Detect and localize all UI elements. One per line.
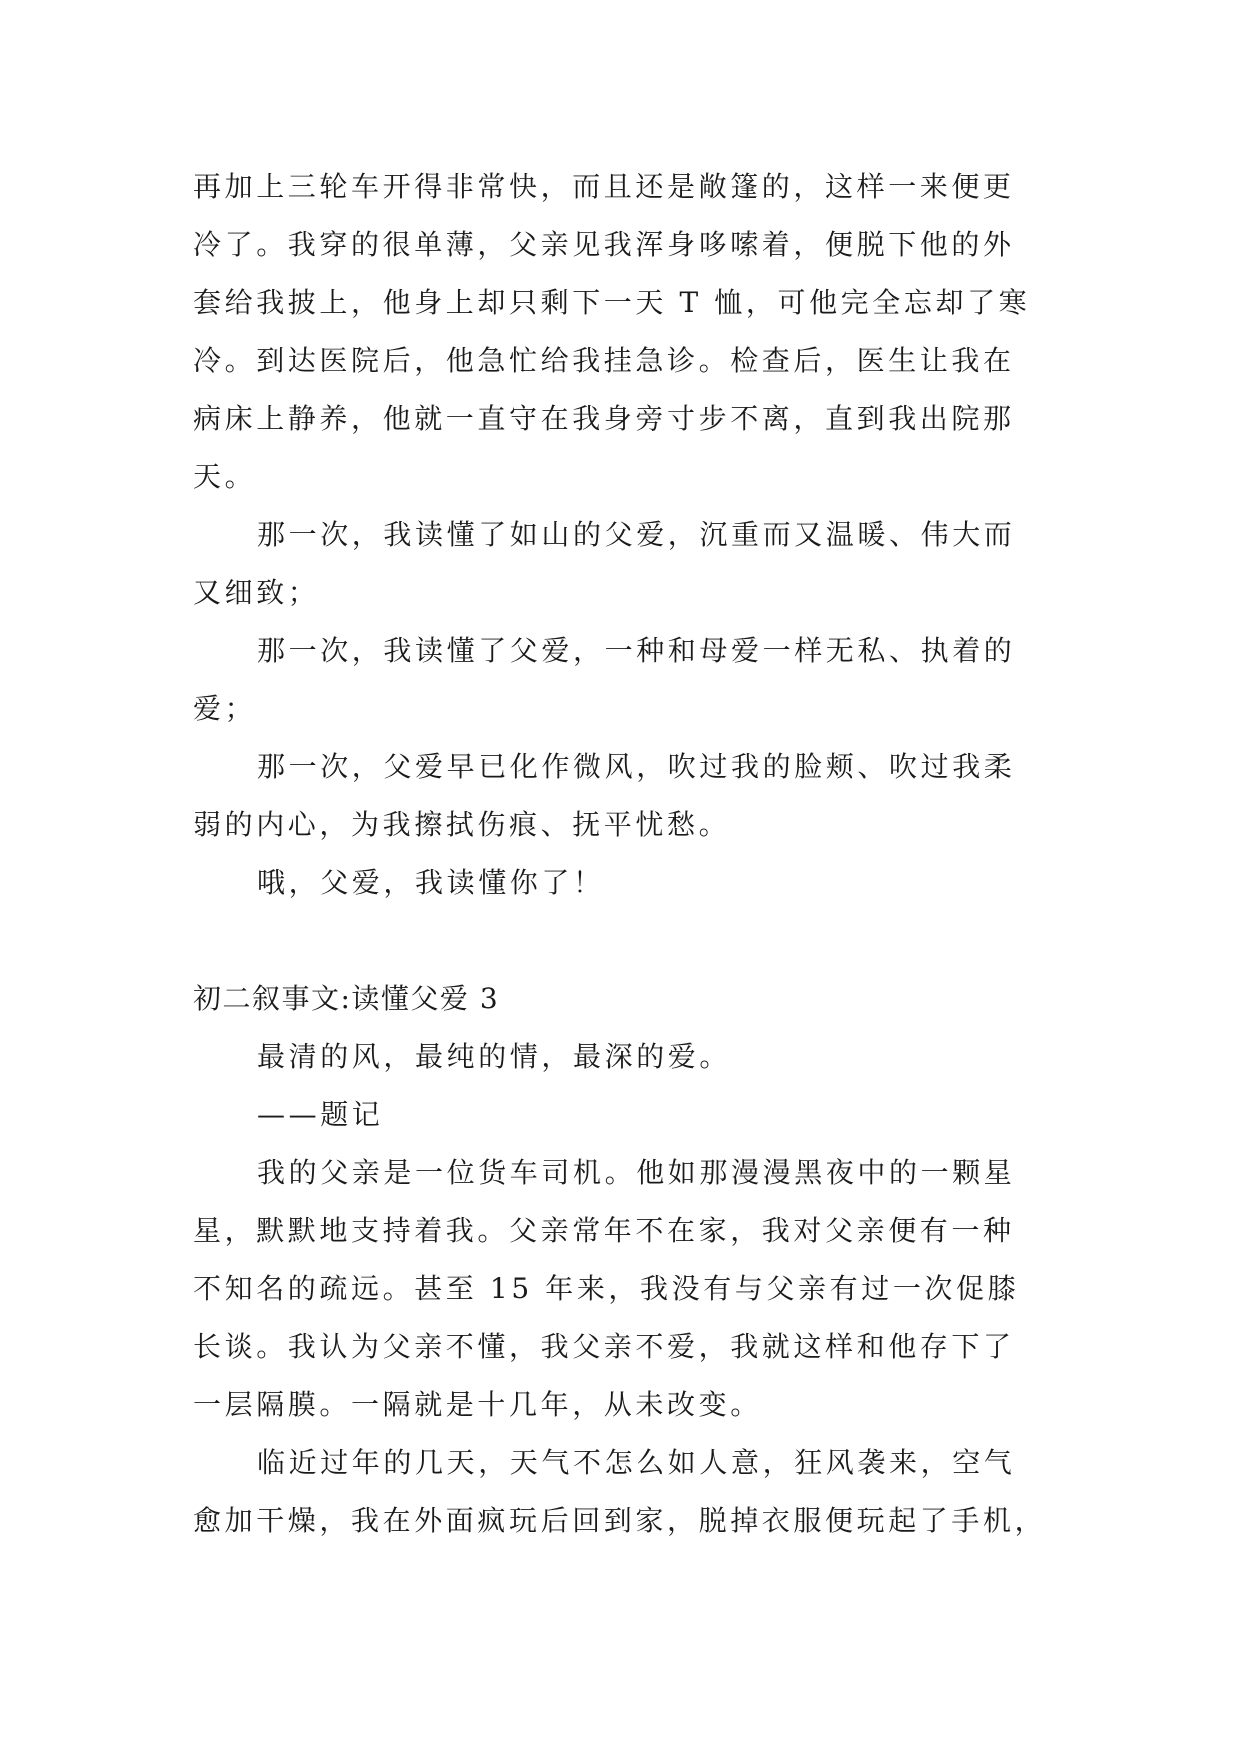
paragraph-father-driver bbox=[193, 1144, 1053, 1434]
text-line: 哦，父爱，我读懂你了！ bbox=[257, 866, 605, 899]
paragraph-that-time-3 bbox=[193, 738, 1053, 854]
text-line: 不知名的疏远。甚至 15 年来，我没有与父亲有过一次促膝 bbox=[193, 1272, 1020, 1305]
text-line: 星，默默地支持着我。父亲常年不在家，我对父亲便有一种 bbox=[193, 1214, 1015, 1247]
epigraph-text: 最清的风，最纯的情，最深的爱。 bbox=[257, 1040, 732, 1073]
text-line: 临近过年的几天，天气不怎么如人意，狂风袭来，空气 bbox=[257, 1446, 1016, 1479]
paragraph-continuation bbox=[193, 158, 1053, 506]
text-line: 冷。到达医院后，他急忙给我挂急诊。检查后，医生让我在 bbox=[193, 344, 1015, 377]
paragraph-that-time-1 bbox=[193, 506, 1053, 622]
text-line: 那一次，我读懂了父爱，一种和母爱一样无私、执着的 bbox=[257, 634, 1016, 667]
text-line: 冷了。我穿的很单薄，父亲见我浑身哆嗦着，便脱下他的外 bbox=[193, 228, 1015, 261]
text-line: 一层隔膜。一隔就是十几年，从未改变。 bbox=[193, 1388, 762, 1421]
document-body bbox=[193, 158, 1053, 1550]
section-title: 初二叙事文:读懂父爱 3 bbox=[193, 982, 500, 1015]
paragraph-exclamation bbox=[193, 854, 1053, 912]
text-line: 套给我披上，他身上却只剩下一天 T 恤，可他完全忘却了寒 bbox=[193, 286, 1031, 319]
text-line: 再加上三轮车开得非常快，而且还是敞篷的，这样一来便更 bbox=[193, 170, 1015, 203]
text-line: 愈加干燥，我在外面疯玩后回到家，脱掉衣服便玩起了手机， bbox=[193, 1504, 1047, 1537]
text-line: 病床上静养，他就一直守在我身旁寸步不离，直到我出院那 bbox=[193, 402, 1015, 435]
section-spacer bbox=[193, 912, 1053, 970]
text-line: 爱； bbox=[193, 692, 257, 725]
epigraph bbox=[193, 1028, 1053, 1144]
paragraph-that-time-2 bbox=[193, 622, 1053, 738]
text-line: 天。 bbox=[193, 460, 257, 493]
text-line: 那一次，父爱早已化作微风，吹过我的脸颊、吹过我柔 bbox=[257, 750, 1016, 783]
text-line: 那一次，我读懂了如山的父爱，沉重而又温暖、伟大而 bbox=[257, 518, 1016, 551]
text-line: 弱的内心，为我擦拭伤痕、抚平忧愁。 bbox=[193, 808, 731, 841]
paragraph-new-year bbox=[193, 1434, 1053, 1550]
epigraph-attribution: ——题记 bbox=[257, 1098, 384, 1131]
text-line: 长谈。我认为父亲不懂，我父亲不爱，我就这样和他存下了 bbox=[193, 1330, 1015, 1363]
text-line: 我的父亲是一位货车司机。他如那漫漫黑夜中的一颗星 bbox=[257, 1156, 1016, 1189]
text-line: 又细致； bbox=[193, 576, 320, 609]
